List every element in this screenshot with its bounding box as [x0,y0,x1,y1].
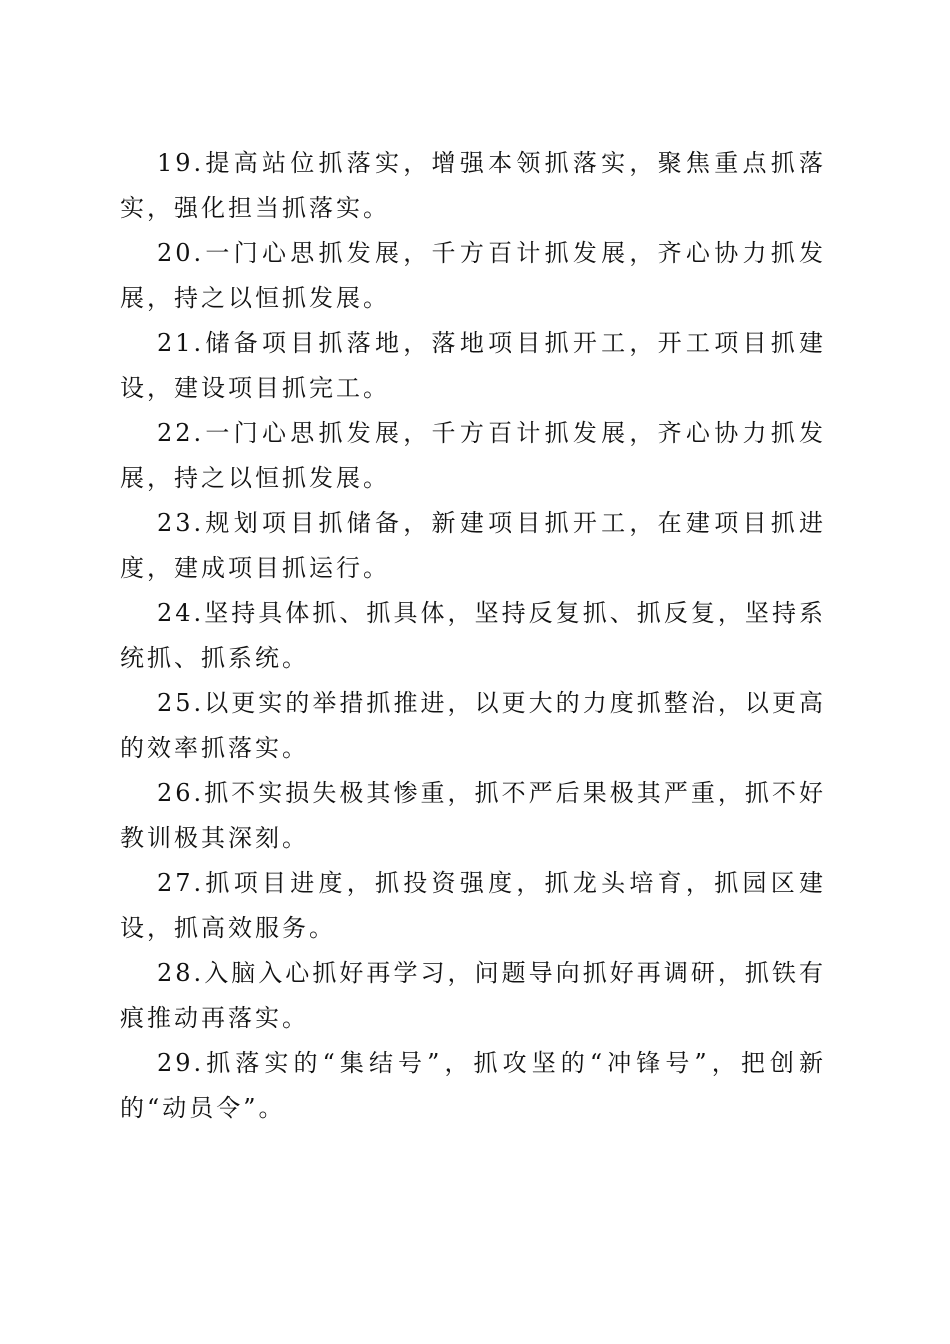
list-item-26: 26.抓不实损失极其惨重，抓不严后果极其严重，抓不好教训极其深刻。 [120,779,826,852]
list-item-20: 20.一门心思抓发展，千方百计抓发展，齐心协力抓发展，持之以恒抓发展。 [120,239,826,312]
list-item-21: 21.储备项目抓落地，落地项目抓开工，开工项目抓建设，建设项目抓完工。 [120,329,826,402]
list-item-19: 19.提高站位抓落实，增强本领抓落实，聚焦重点抓落实，强化担当抓落实。 [120,149,826,222]
list-item-23: 23.规划项目抓储备，新建项目抓开工，在建项目抓进度，建成项目抓运行。 [120,509,826,582]
list-item-24: 24.坚持具体抓、抓具体，坚持反复抓、抓反复，坚持系统抓、抓系统。 [120,599,826,672]
list-item-22: 22.一门心思抓发展，千方百计抓发展，齐心协力抓发展，持之以恒抓发展。 [120,419,826,492]
list-item-27: 27.抓项目进度，抓投资强度，抓龙头培育，抓园区建设，抓高效服务。 [120,869,826,942]
list-item-28: 28.入脑入心抓好再学习，问题导向抓好再调研，抓铁有痕推动再落实。 [120,959,826,1032]
list-item-25: 25.以更实的举措抓推进，以更大的力度抓整治，以更高的效率抓落实。 [120,689,826,762]
document-body [120,141,826,1131]
list-item-29: 29.抓落实的“集结号”，抓攻坚的“冲锋号”，把创新的“动员令”。 [120,1049,826,1122]
